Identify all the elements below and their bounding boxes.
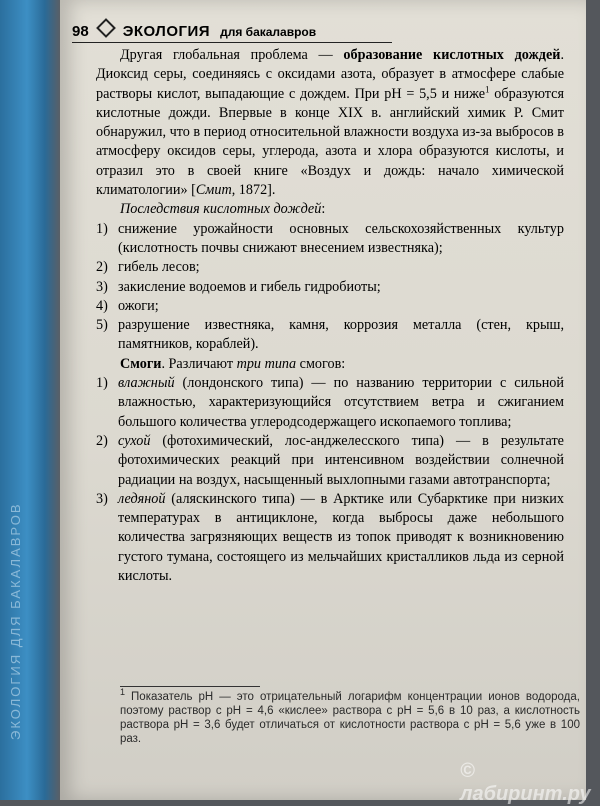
intro-text-2: образуются кислотные дожди. Впервые в конце XIX в. английский химик Р. Смит обнаружил, что в период относительной влажности воздуха из-за выбросов в атмосферу оксидов серы, углерода, азота и хлора образуются кислоты, и отразил это в своей книге «Воздух и дождь: начало химической климатологии» [	[96, 85, 564, 199]
list-item-number: 2)	[96, 259, 108, 276]
list-item	[96, 278, 564, 297]
list-item-number: 2)	[96, 432, 108, 449]
smog-type-name: ледяной	[118, 490, 166, 507]
list-item-text: разрушение известняка, камня, коррозия металла (стен, крыш, памятников, кораблей).	[118, 317, 564, 353]
consequences-heading	[96, 200, 564, 219]
footnote-text: Показатель pH — это отрицательный логарифм концентрации ионов водорода, поэтому раствор с pH = 4,6 «кислее» раствора с pH = 5,6 в 10 раз, а кислотность раствора pH = 3,6 будет отличаться от кислотности раствора с pH = 5,6 уже в 100 раз.	[120, 691, 580, 745]
list-item-text: ожоги;	[118, 297, 159, 314]
list-item-text: (фотохимический, лос-анджелесского типа) — в результате фотохимических реакций при интенсивном воздействии солнечной радиации на воздух, насыщенный выхлопными газами автотранспорта;	[118, 432, 564, 488]
list-item-text: закисление водоемов и гибель гидробиоты;	[118, 278, 381, 295]
list-item-number: 1)	[96, 220, 108, 237]
list-item	[96, 490, 564, 586]
smog-intro-end: смогов:	[296, 355, 346, 372]
intro-paragraph	[96, 46, 564, 200]
list-item-text: гибель лесов;	[118, 259, 200, 276]
intro-text-1: . Диоксид серы, соединяясь с оксидами азота, образует в атмосфере слабые растворы кислот, выпадающие с дождем. При pH = 5,5 и ниже	[96, 47, 564, 102]
smog-types-list	[96, 374, 564, 586]
list-item-number: 4)	[96, 297, 108, 314]
list-item-number: 1)	[96, 375, 108, 392]
citation-author: Смит	[195, 182, 232, 199]
list-item	[96, 316, 564, 355]
book-subtitle: для бакалавров	[220, 25, 317, 39]
smog-type-name: влажный	[118, 375, 175, 392]
list-item-text: снижение урожайности основных сельскохозяйственных культур (кислотность почвы снижают внесением известняка);	[118, 220, 564, 256]
smog-intro	[96, 355, 564, 374]
list-item-text: (лондонского типа) — по названию территории с сильной влажностью, характеризующийся отсутствием ветра и сжиганием большого количества углеродсодержащего ископаемого топлива;	[118, 375, 564, 430]
consequences-list	[96, 220, 564, 355]
list-item	[96, 297, 564, 316]
list-item-number: 3)	[96, 278, 108, 295]
list-item-number: 3)	[96, 490, 108, 507]
smog-types-word: три типа	[236, 355, 297, 372]
smog-label: Смоги	[120, 355, 162, 372]
diamond-icon	[96, 18, 116, 38]
list-item	[96, 374, 564, 432]
citation-year: , 1872].	[231, 182, 276, 199]
page-number: 98	[72, 23, 89, 40]
consequences-heading-text: Последствия кислотных дождей	[120, 201, 322, 218]
footnote-divider	[120, 686, 260, 687]
book-spine	[0, 0, 60, 800]
footnote-ref: 1	[485, 83, 490, 94]
smog-intro-text: . Различают	[161, 355, 237, 372]
running-header	[72, 14, 392, 43]
book-title: ЭКОЛОГИЯ	[122, 23, 211, 40]
intro-lead: Другая глобальная проблема —	[120, 47, 344, 63]
list-item	[96, 432, 564, 490]
list-item-text: (аляскинского типа) — в Арктике или Субарктике при низких температурах в антициклоне, когда выбросы даже небольшого количества загрязняющих веществ из топок приводят к возникновению густого тумана, состоящего из мельчайших кристалликов льда из серной кислоты.	[118, 490, 564, 585]
footnote	[120, 687, 580, 746]
smog-type-name: сухой	[118, 432, 151, 449]
list-item	[96, 258, 564, 277]
consequences-heading-colon: :	[321, 201, 326, 218]
footnote-mark: 1	[120, 687, 126, 698]
watermark: © лабиринт.ру	[460, 760, 591, 805]
spine-text: ЭКОЛОГИЯ ДЛЯ БАКАЛАВРОВ	[8, 502, 23, 740]
key-term: образование кислотных дождей	[343, 47, 561, 63]
list-item-number: 5)	[96, 317, 108, 334]
page-body	[96, 46, 564, 586]
list-item	[96, 220, 564, 259]
